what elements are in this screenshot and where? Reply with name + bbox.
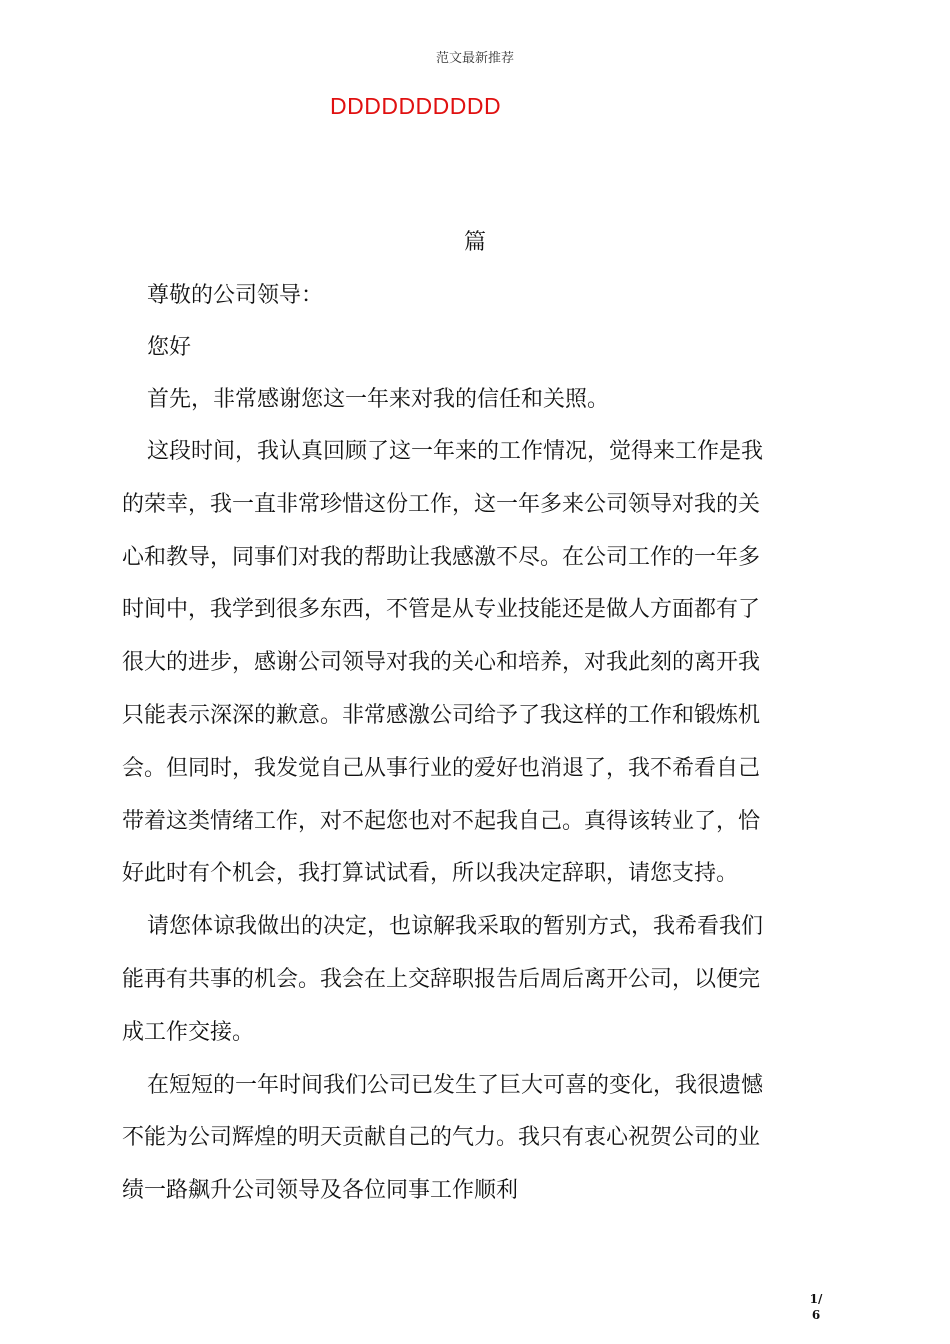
paragraph-line: 只能表示深深的歉意。非常感激公司给予了我这样的工作和锻炼机 [122,702,761,728]
paragraph-line: 在短短的一年时间我们公司已发生了巨大可喜的变化，我很遗憾 [147,1072,764,1098]
page-number-total: 6 [811,1308,821,1322]
paragraph-line: 绩一路飙升公司领导及各位同事工作顺利 [122,1178,519,1204]
paragraph-line: 好此时有个机会，我打算试试看，所以我决定辞职，请您支持。 [122,861,739,887]
paragraph-closing [122,1060,832,1218]
paragraph-reflection [122,426,832,901]
paragraph-line: 很大的进步，感谢公司领导对我的关心和培养，对我此刻的离开我 [122,650,761,676]
paragraph-gratitude: 首先，非常感谢您这一年来对我的信任和关照。 [147,387,610,412]
paragraph-line: 会。但同时，我发觉自己从事行业的爱好也消退了，我不希看自己 [122,755,761,781]
paragraph-line: 成工作交接。 [122,1019,255,1045]
page-header: 范文最新推荐 [435,51,514,66]
paragraph-request [122,901,832,1059]
paragraph-line: 能再有共事的机会。我会在上交辞职报告后周后离开公司，以便完 [122,966,761,992]
paragraph-line: 这段时间，我认真回顾了这一年来的工作情况，觉得来工作是我 [147,439,764,464]
paragraph-line: 的荣幸，我一直非常珍惜这份工作，这一年多来公司领导对我的关 [122,491,761,517]
paragraph-line: 心和教导，同事们对我的帮助让我感激不尽。在公司工作的一年多 [122,544,761,570]
document-title: DDDDDDDDDD [330,93,502,119]
page-number-current: 1/ [809,1292,823,1306]
paragraph-line: 带着这类情绪工作，对不起您也对不起我自己。真得该转业了，恰 [122,808,761,834]
chapter-mark: 篇 [463,230,486,255]
paragraph-line: 不能为公司辉煌的明天贡献自己的气力。我只有衷心祝贺公司的业 [122,1125,761,1151]
page-number [806,1291,826,1323]
greeting: 您好 [147,335,192,360]
letter-body [122,270,832,1218]
salutation: 尊敬的公司领导： [147,283,324,308]
paragraph-line: 时间中，我学到很多东西，不管是从专业技能还是做人方面都有了 [122,597,761,623]
paragraph-line: 请您体谅我做出的决定，也谅解我采取的暂别方式，我希看我们 [147,914,764,940]
